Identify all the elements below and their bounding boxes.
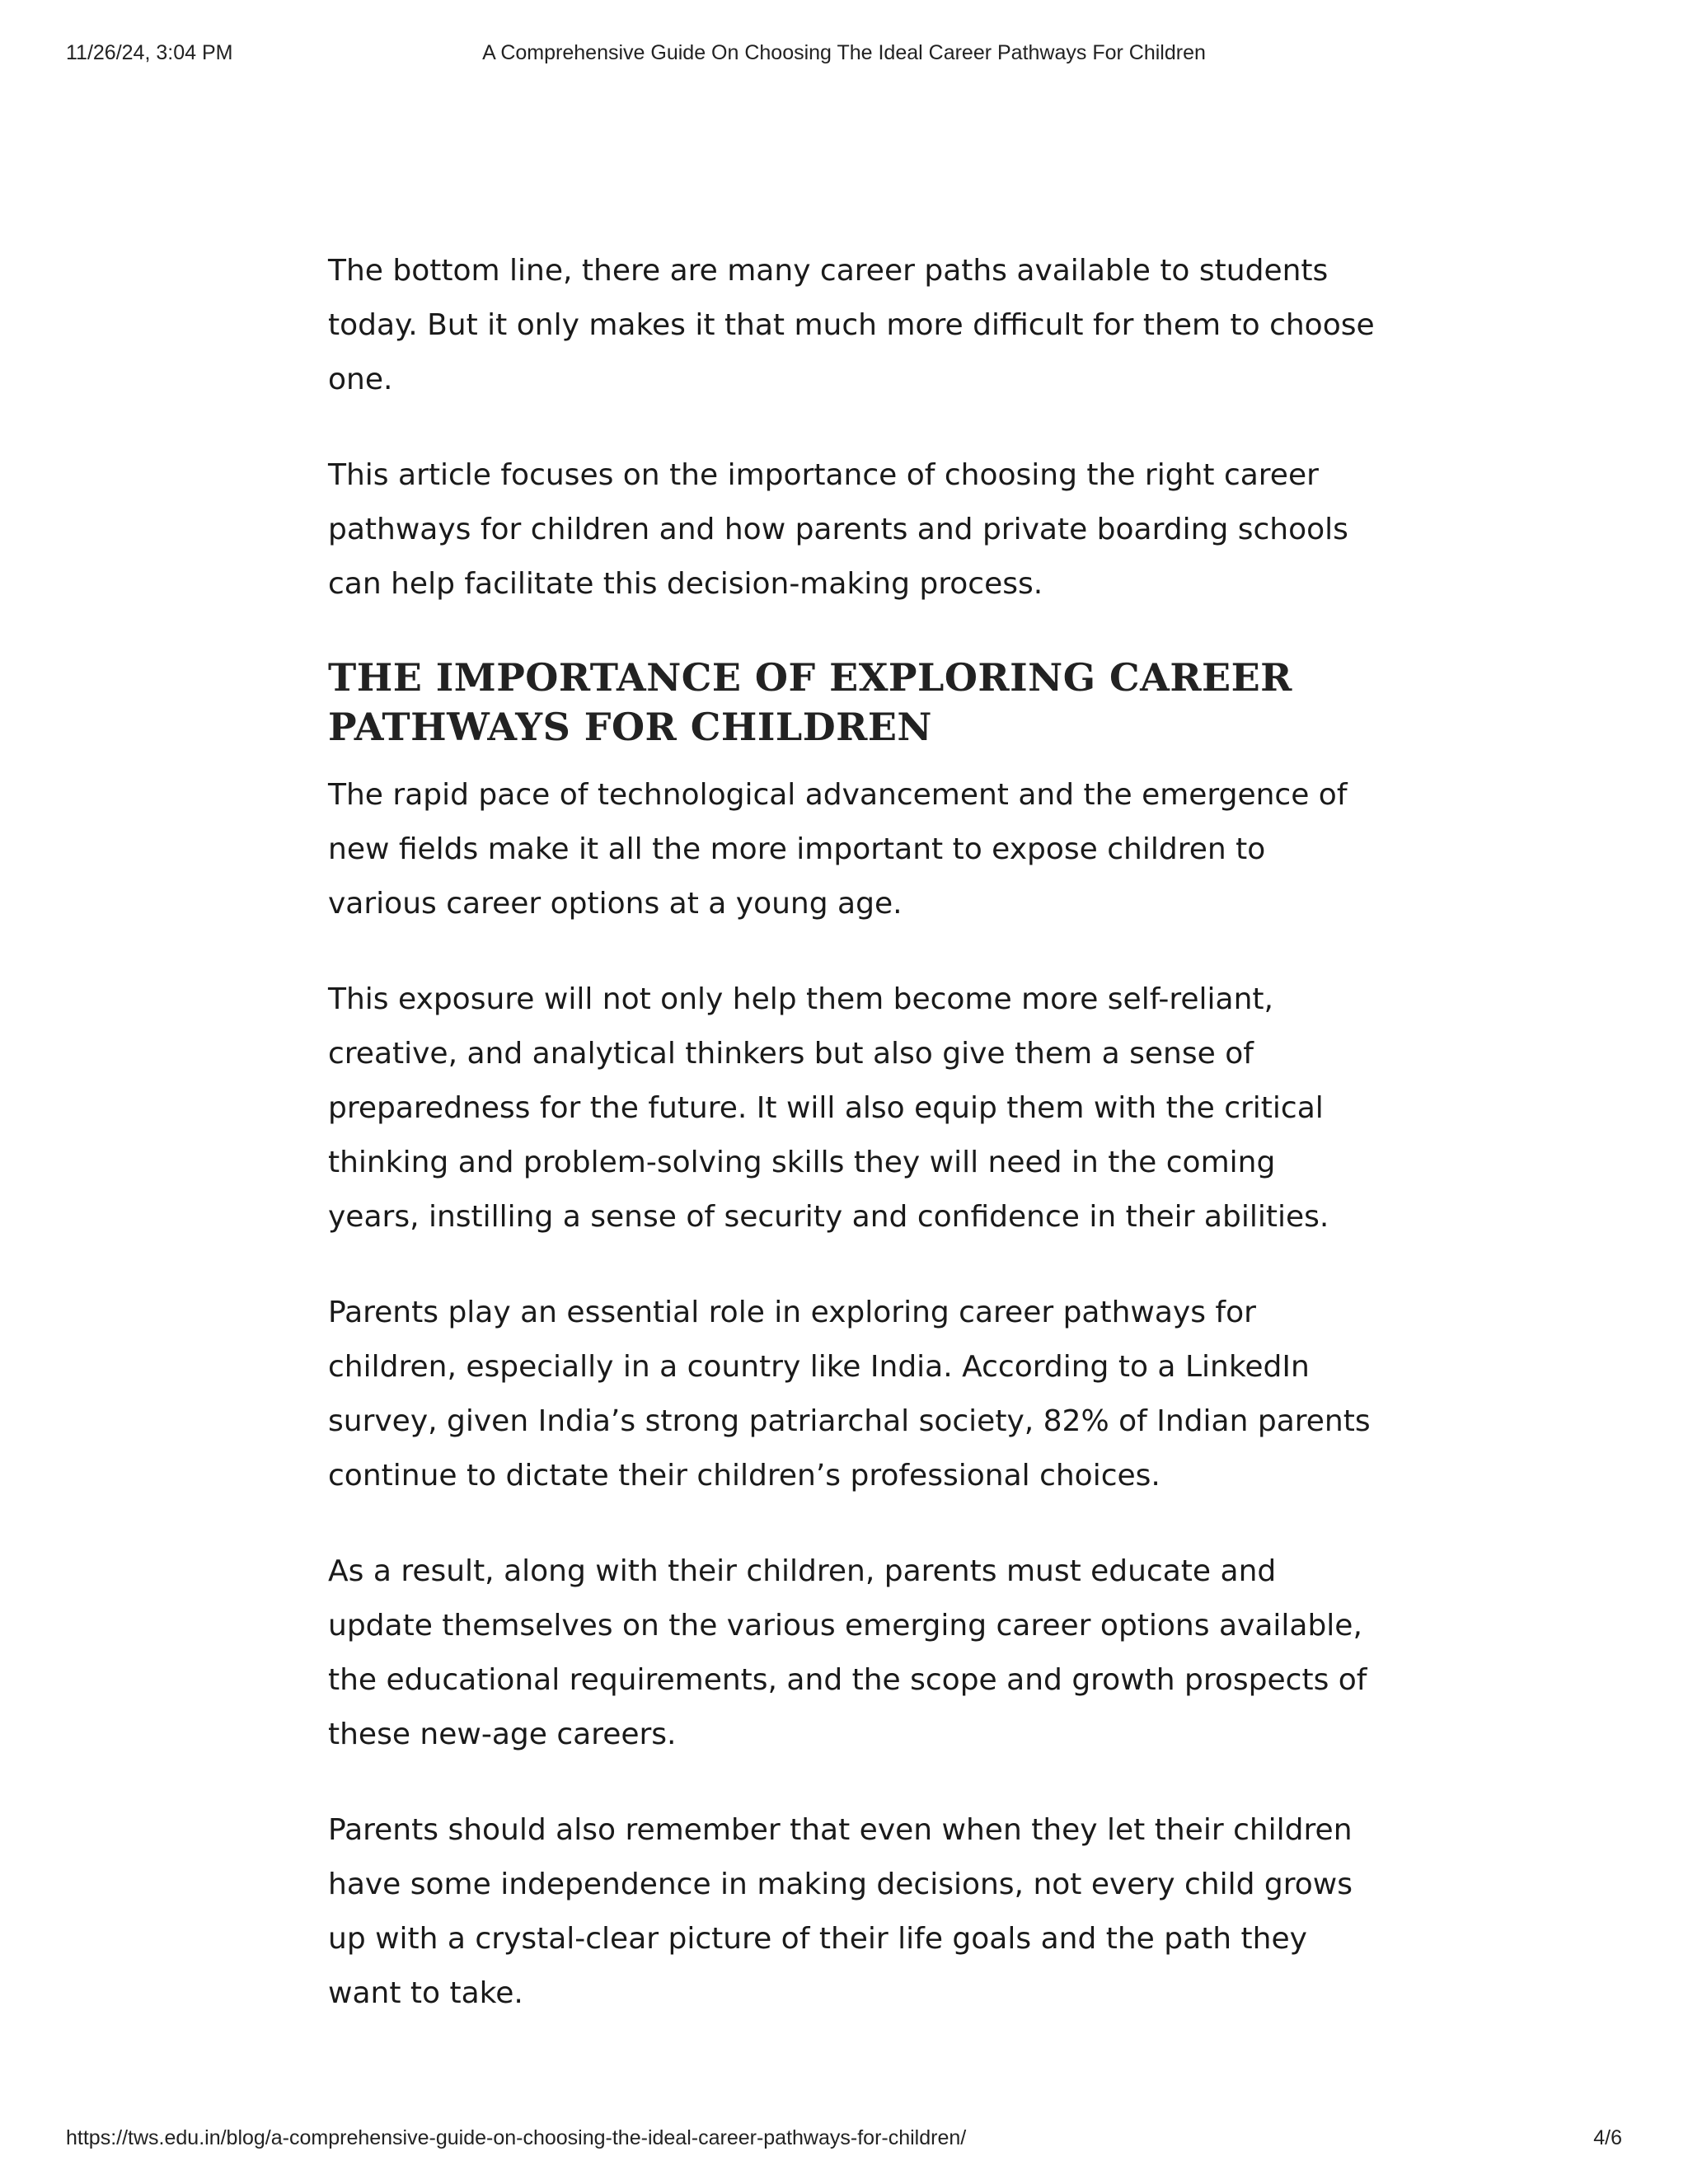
article-paragraph: The bottom line, there are many career paths available to students today. But it only makes it that much more difficult for them to choose one.: [328, 254, 1375, 396]
article-paragraph: The rapid pace of technological advancement and the emergence of new fields make it all the more important to expose children to various career options at a young age.: [328, 778, 1348, 921]
print-header: [66, 41, 1622, 74]
article-body: [328, 244, 1375, 2010]
print-datetime: 11/26/24, 3:04 PM: [66, 41, 233, 64]
article-paragraph: Parents should also remember that even when they let their children have some independence in making decisions, not every child grows up with a crystal-clear picture of their life goals and the path they want to take.: [328, 1813, 1353, 2010]
article-paragraph: As a result, along with their children, parents must educate and update themselves on the various emerging career options available, the educational requirements, and the scope and growth prospects of these new-age careers.: [328, 1554, 1367, 1751]
page-number: 4/6: [1593, 2126, 1622, 2149]
print-url: https://tws.edu.in/blog/a-comprehensive-guide-on-choosing-the-ideal-career-pathways-for-children/: [66, 2126, 967, 2149]
article-paragraph: This exposure will not only help them become more self-reliant, creative, and analytical thinkers but also give them a sense of preparedness for the future. It will also equip them with the critical thinking and problem-solving skills they will need in the coming years, instilling a sense of security and confidence in their abilities.: [328, 982, 1329, 1234]
article-paragraph: This article focuses on the importance of choosing the right career pathways for children and how parents and private boarding schools can help facilitate this decision-making process.: [328, 458, 1348, 601]
article-paragraph: Parents play an essential role in exploring career pathways for children, especially in a country like India. According to a LinkedIn survey, given India’s strong patriarchal society, 82% of Indian parents continue to dictate their children’s professional choices.: [328, 1296, 1371, 1493]
section-heading: THE IMPORTANCE OF EXPLORING CAREER PATHWAYS FOR CHILDREN: [328, 655, 1292, 749]
print-page-title: A Comprehensive Guide On Choosing The Ideal Career Pathways For Children: [482, 41, 1206, 64]
print-footer: [66, 2126, 1622, 2159]
